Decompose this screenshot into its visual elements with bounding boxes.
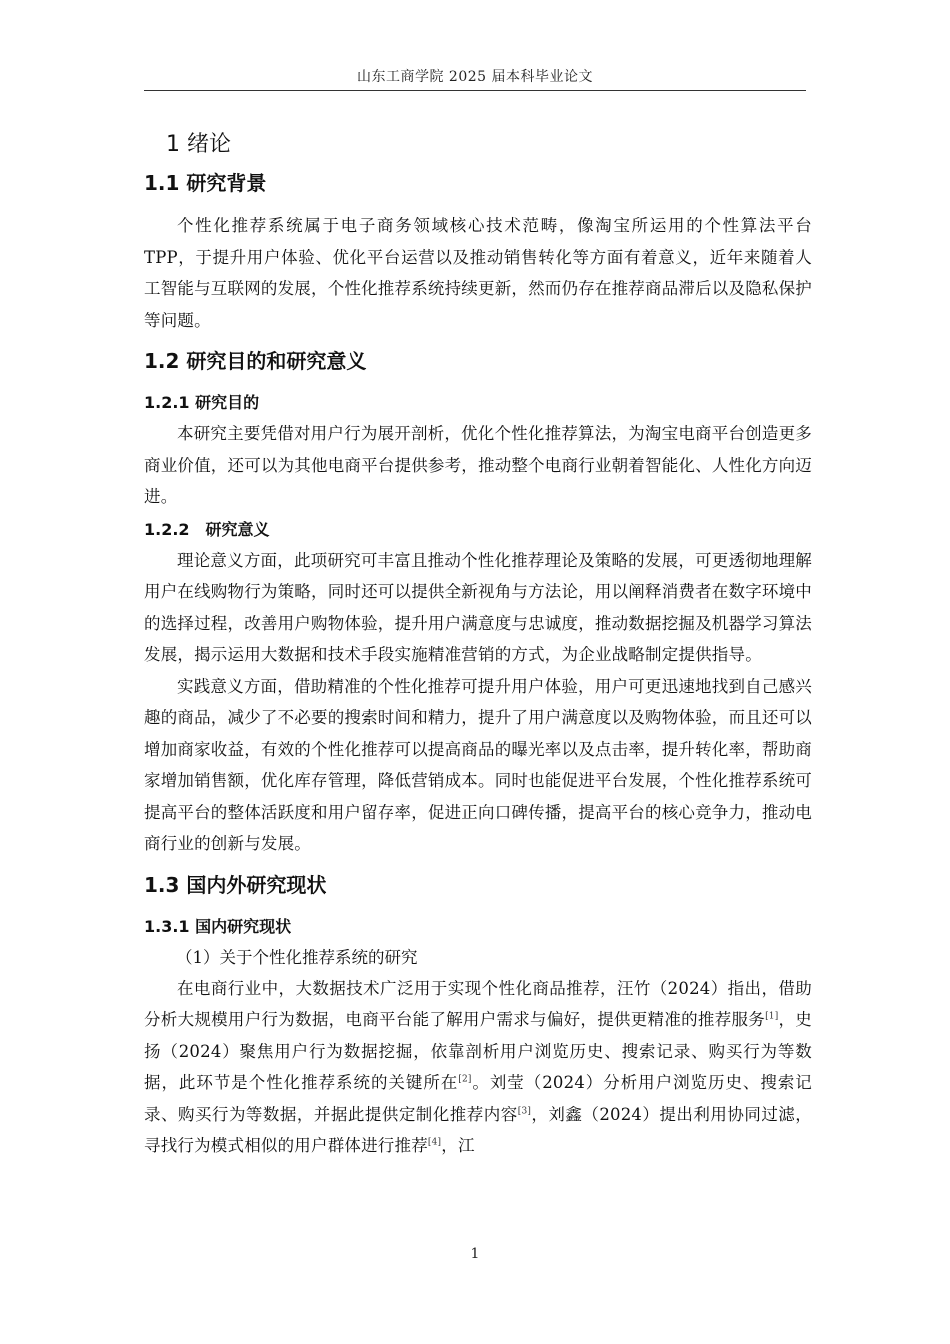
text-segment: ，史扬（2024）聚焦用户行为数据挖掘，依靠剖析用户浏览历史、搜索记录、购买行为等数据，此环节是个性化推荐系统的关键所在 bbox=[144, 1010, 812, 1092]
section-1-2-2-paragraph-theory: 理论意义方面，此项研究可丰富且推动个性化推荐理论及策略的发展，可更透彻地理解用户在线购物行为策略，同时还可以提供全新视角与方法论，用以阐释消费者在数字环境中的选择过程，改善用户购物体验，提升用户满意度与忠诚度，推动数据挖掘及机器学习算法发展，揭示运用大数据和技术手段实施精准营销的方式，为企业战略制定提供指导。 bbox=[144, 550, 812, 664]
citation-4: [4] bbox=[427, 1137, 442, 1148]
chapter-title: 1 绪论 bbox=[166, 132, 231, 157]
header-divider bbox=[144, 90, 806, 91]
text-segment: ，江 bbox=[441, 1136, 475, 1155]
section-1-1-paragraph: 个性化推荐系统属于电子商务领域核心技术范畴，像淘宝所运用的个性算法平台 TPP，于提升用户体验、优化平台运营以及推动销售转化等方面有着意义，近年来随着人工智能与互联网的发展，个性化推荐系统持续更新，然而仍存在推荐商品滞后以及隐私保护等问题。 bbox=[144, 216, 812, 330]
section-1-1-heading: 1.1 研究背景 bbox=[144, 171, 267, 195]
section-1-2-2-paragraph-practice: 实践意义方面，借助精准的个性化推荐可提升用户体验，用户可更迅速地找到自己感兴趣的商品，减少了不必要的搜索时间和精力，提升了用户满意度以及购物体验，而且还可以增加商家收益，有效的个性化推荐可以提高商品的曝光率以及点击率，提升转化率，帮助商家增加销售额，优化库存管理，降低营销成本。同时也能促进平台发展，个性化推荐系统可提高平台的整体活跃度和用户留存率，促进正向口碑传播，提高平台的核心竞争力，推动电商行业的创新与发展。 bbox=[144, 676, 812, 853]
section-1-2-2-heading: 1.2.2 研究意义 bbox=[144, 519, 270, 539]
page-number: 1 bbox=[470, 1246, 480, 1262]
text-segment: ，刘鑫（2024）提出利用协同过滤，寻找行为模式相似的用户群体进行推荐 bbox=[144, 1104, 812, 1155]
document-body bbox=[144, 126, 812, 1162]
text-segment: 。刘莹（2024）分析用户浏览历史、搜索记录、购买行为等数据，并据此提供定制化推荐内容 bbox=[144, 1073, 812, 1124]
section-1-3-1-heading: 1.3.1 国内研究现状 bbox=[144, 916, 292, 936]
citation-1: [1] bbox=[765, 1011, 779, 1022]
citation-2: [2] bbox=[458, 1074, 472, 1085]
section-1-3-heading: 1.3 国内外研究现状 bbox=[144, 872, 327, 897]
list-item-1: （1）关于个性化推荐系统的研究 bbox=[176, 947, 418, 967]
section-1-2-1-heading: 1.2.1 研究目的 bbox=[144, 393, 260, 412]
text-segment: 在电商行业中，大数据技术广泛用于实现个性化商品推荐，汪竹（2024）指出，借助分析大规模用户行为数据，电商平台能了解用户需求与偏好，提供更精准的推荐服务 bbox=[144, 978, 812, 1029]
citation-3: [3] bbox=[517, 1106, 532, 1116]
section-1-2-1-paragraph: 本研究主要凭借对用户行为展开剖析，优化个性化推荐算法，为淘宝电商平台创造更多商业价值，还可以为其他电商平台提供参考，推动整个电商行业朝着智能化、人性化方向迈进。 bbox=[144, 424, 812, 506]
page-header: 山东工商学院 2025 届本科毕业论文 bbox=[356, 69, 594, 85]
section-1-3-1-paragraph bbox=[144, 973, 812, 1162]
section-1-2-heading: 1.2 研究目的和研究意义 bbox=[144, 349, 367, 373]
